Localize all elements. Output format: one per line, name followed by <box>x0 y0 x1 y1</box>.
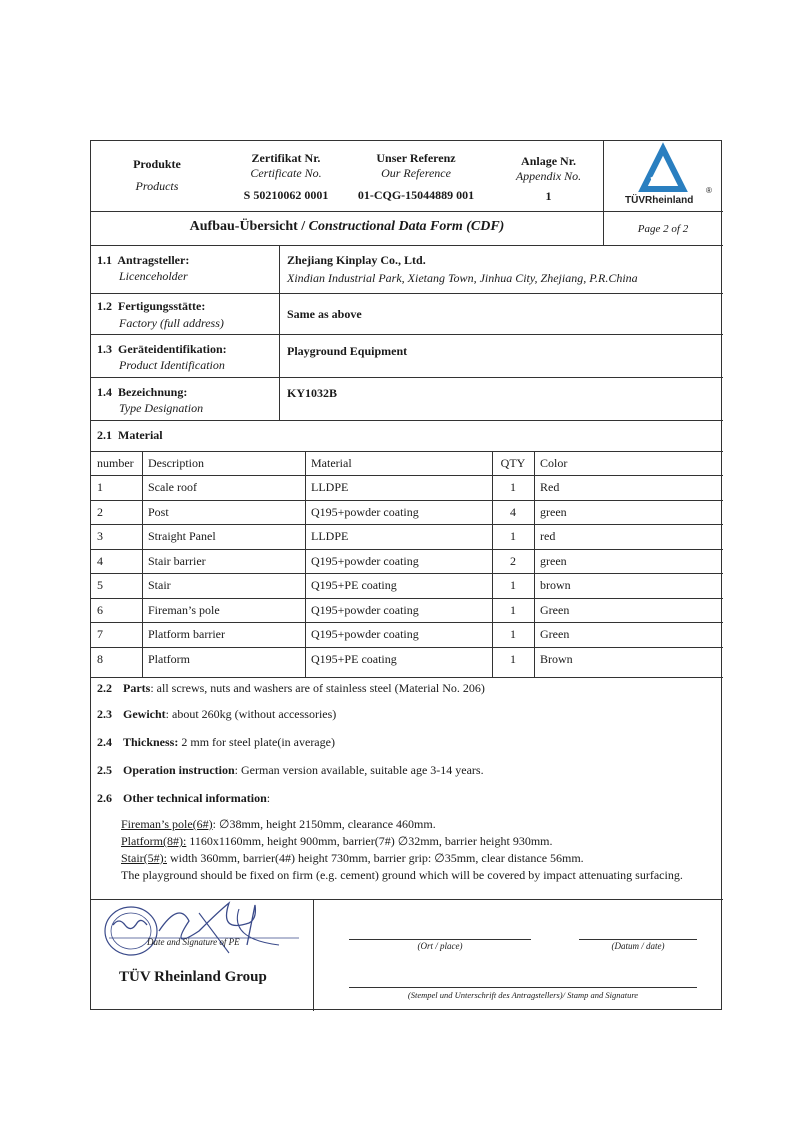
cell-number: 2 <box>97 504 103 519</box>
cell-color: Red <box>540 480 560 494</box>
tech-info-text: 1160x1160mm, height 900mm, barrier(7#) ∅32mm, barrier height 930mm. <box>186 834 553 848</box>
cell-color: green <box>540 504 567 519</box>
note-text: : German version available, suitable age 3-14 years. <box>234 763 484 777</box>
cell-description: Stair barrier <box>148 553 206 568</box>
appendix-number: 1 <box>545 189 552 203</box>
tech-info-component: Fireman’s pole(6#) <box>121 817 213 831</box>
note-item <box>97 791 717 806</box>
date-signature-label: Date and Signature of PE <box>147 937 240 947</box>
form-title-en: Constructional Data Form (CDF) <box>308 219 505 234</box>
zertifikat-label: Zertifikat Nr. <box>251 151 321 165</box>
note-number: 2.4 <box>97 735 112 749</box>
section-1-2-sublabel: Factory (full address) <box>119 316 224 330</box>
factory-value: Same as above <box>287 307 362 321</box>
section-1-1-sublabel: Licenceholder <box>119 269 188 283</box>
cell-number: 6 <box>97 602 103 617</box>
cell-qty: 1 <box>510 529 516 543</box>
reference-label: Our Reference <box>381 166 451 180</box>
section-1-1-label: 1.1 Antragsteller: <box>97 253 190 267</box>
signature-stamp-icon <box>99 901 309 967</box>
applicant-name: Zhejiang Kinplay Co., Ltd. <box>287 253 426 267</box>
product-identification-value: Playground Equipment <box>287 344 408 358</box>
cell-qty: 1 <box>510 480 516 494</box>
cell-number: 5 <box>97 578 103 592</box>
cell-color: red <box>540 529 556 543</box>
cell-material: Q195+powder coating <box>311 602 419 617</box>
tech-info-line <box>121 868 683 883</box>
note-label: Operation instruction <box>123 763 235 777</box>
cell-material: Q195+powder coating <box>311 504 419 519</box>
tech-info-component: Platform(8#): <box>121 834 187 848</box>
note-item <box>97 763 717 778</box>
note-text: : <box>266 791 271 805</box>
tuv-logo <box>603 141 723 211</box>
table-header-row <box>91 451 723 475</box>
note-number: 2.2 <box>97 681 112 695</box>
cell-color: Brown <box>540 651 573 666</box>
produkte-label: Produkte <box>133 157 181 171</box>
table-row <box>91 475 723 499</box>
table-row <box>91 573 723 597</box>
note-label: Parts <box>123 681 151 695</box>
col-description-header: Description <box>148 456 204 470</box>
cell-number: 4 <box>97 553 103 568</box>
note-item <box>97 681 717 696</box>
cell-material: LLDPE <box>311 480 349 494</box>
tech-info-line <box>121 834 553 849</box>
note-item <box>97 707 717 722</box>
stamp-signature-label: (Stempel und Unterschrift des Antragstellers)/ Stamp and Signature <box>407 990 639 1000</box>
cell-number: 7 <box>97 627 103 641</box>
note-number: 2.3 <box>97 707 112 721</box>
cell-description: Post <box>148 504 169 519</box>
col-material-header: Material <box>311 456 352 470</box>
tech-info-component: Stair(5#): <box>121 851 167 865</box>
cell-qty: 1 <box>510 602 516 617</box>
note-label: Gewicht <box>123 707 166 721</box>
note-number: 2.6 <box>97 791 112 805</box>
table-row <box>91 500 723 524</box>
logo-text: TÜVRheinland <box>625 195 694 206</box>
section-1-2-label: 1.2 Fertigungsstätte: <box>97 299 206 313</box>
form-title <box>91 219 603 235</box>
cell-material: Q195+powder coating <box>311 627 419 641</box>
appendix-label: Appendix No. <box>515 169 582 183</box>
material-table <box>91 451 723 677</box>
table-row <box>91 598 723 622</box>
cell-number: 3 <box>97 529 103 543</box>
anlage-label: Anlage Nr. <box>521 154 576 168</box>
note-text: 2 mm for steel plate(in average) <box>178 735 335 749</box>
section-1-3-label: 1.3 Geräteidentifikation: <box>97 342 227 356</box>
applicant-address: Xindian Industrial Park, Xietang Town, Jinhua City, Zhejiang, P.R.China <box>287 271 638 285</box>
col-color-header: Color <box>540 456 568 470</box>
cell-qty: 1 <box>510 627 516 641</box>
col-number-header: number <box>97 456 134 470</box>
cell-number: 8 <box>97 651 103 666</box>
page-number: Page 2 of 2 <box>637 223 689 235</box>
certificate-label: Certificate No. <box>250 166 322 180</box>
cell-description: Fireman’s pole <box>148 602 220 617</box>
tuv-stamp-signature <box>99 901 309 967</box>
cell-material: Q195+PE coating <box>311 578 397 592</box>
reference-number: 01-CQG-15044889 001 <box>357 188 475 202</box>
cell-color: brown <box>540 578 571 592</box>
cell-description: Platform <box>148 651 190 666</box>
cell-material: Q195+PE coating <box>311 651 397 666</box>
cell-description: Platform barrier <box>148 627 225 641</box>
referenz-label: Unser Referenz <box>376 151 456 165</box>
tuv-group-label: TÜV Rheinland Group <box>119 969 267 985</box>
table-row <box>91 549 723 573</box>
material-heading: 2.1 Material <box>97 428 163 442</box>
table-row <box>91 647 723 671</box>
note-number: 2.5 <box>97 763 112 777</box>
cell-color: Green <box>540 602 570 617</box>
cell-description: Stair <box>148 578 171 592</box>
cell-qty: 1 <box>510 651 516 666</box>
section-1-3-sublabel: Product Identification <box>119 358 225 372</box>
cell-material: LLDPE <box>311 529 349 543</box>
tech-info-line <box>121 851 584 866</box>
cell-color: green <box>540 553 567 568</box>
cell-description: Scale roof <box>148 480 197 494</box>
products-label: Products <box>135 179 179 193</box>
tech-info-line <box>121 817 436 832</box>
tech-info-text: The playground should be fixed on firm (e.g. cement) ground which will be covered by impact attenuating surfacing. <box>121 868 683 882</box>
tech-info-text: : ∅38mm, height 2150mm, clearance 460mm. <box>212 817 436 831</box>
document-frame <box>90 140 722 1010</box>
table-row <box>91 622 723 646</box>
cell-qty: 2 <box>510 553 516 568</box>
cell-number: 1 <box>97 480 103 494</box>
table-row <box>91 524 723 548</box>
cell-qty: 4 <box>510 504 516 519</box>
cell-qty: 1 <box>510 578 516 592</box>
note-text: : all screws, nuts and washers are of stainless steel (Material No. 206) <box>150 681 485 695</box>
note-item <box>97 735 717 750</box>
tech-info-text: width 360mm, barrier(4#) height 730mm, barrier grip: ∅35mm, clear distance 56mm. <box>167 851 584 865</box>
col-qty-header: QTY <box>500 456 526 470</box>
cell-description: Straight Panel <box>148 529 216 543</box>
section-1-4-label: 1.4 Bezeichnung: <box>97 385 188 399</box>
logo-reg: ® <box>706 186 712 195</box>
note-label: Other technical information <box>123 791 267 805</box>
form-title-de: Aufbau-Übersicht / <box>189 219 309 234</box>
section-1-4-sublabel: Type Designation <box>119 401 204 415</box>
note-text: : about 260kg (without accessories) <box>165 707 337 721</box>
place-label: (Ort / place) <box>417 941 463 951</box>
note-label: Thickness: <box>123 735 179 749</box>
date-label: (Datum / date) <box>611 941 665 951</box>
cell-color: Green <box>540 627 570 641</box>
certificate-number: S 50210062 0001 <box>243 188 329 202</box>
cell-material: Q195+powder coating <box>311 553 419 568</box>
type-designation-value: KY1032B <box>287 386 338 400</box>
